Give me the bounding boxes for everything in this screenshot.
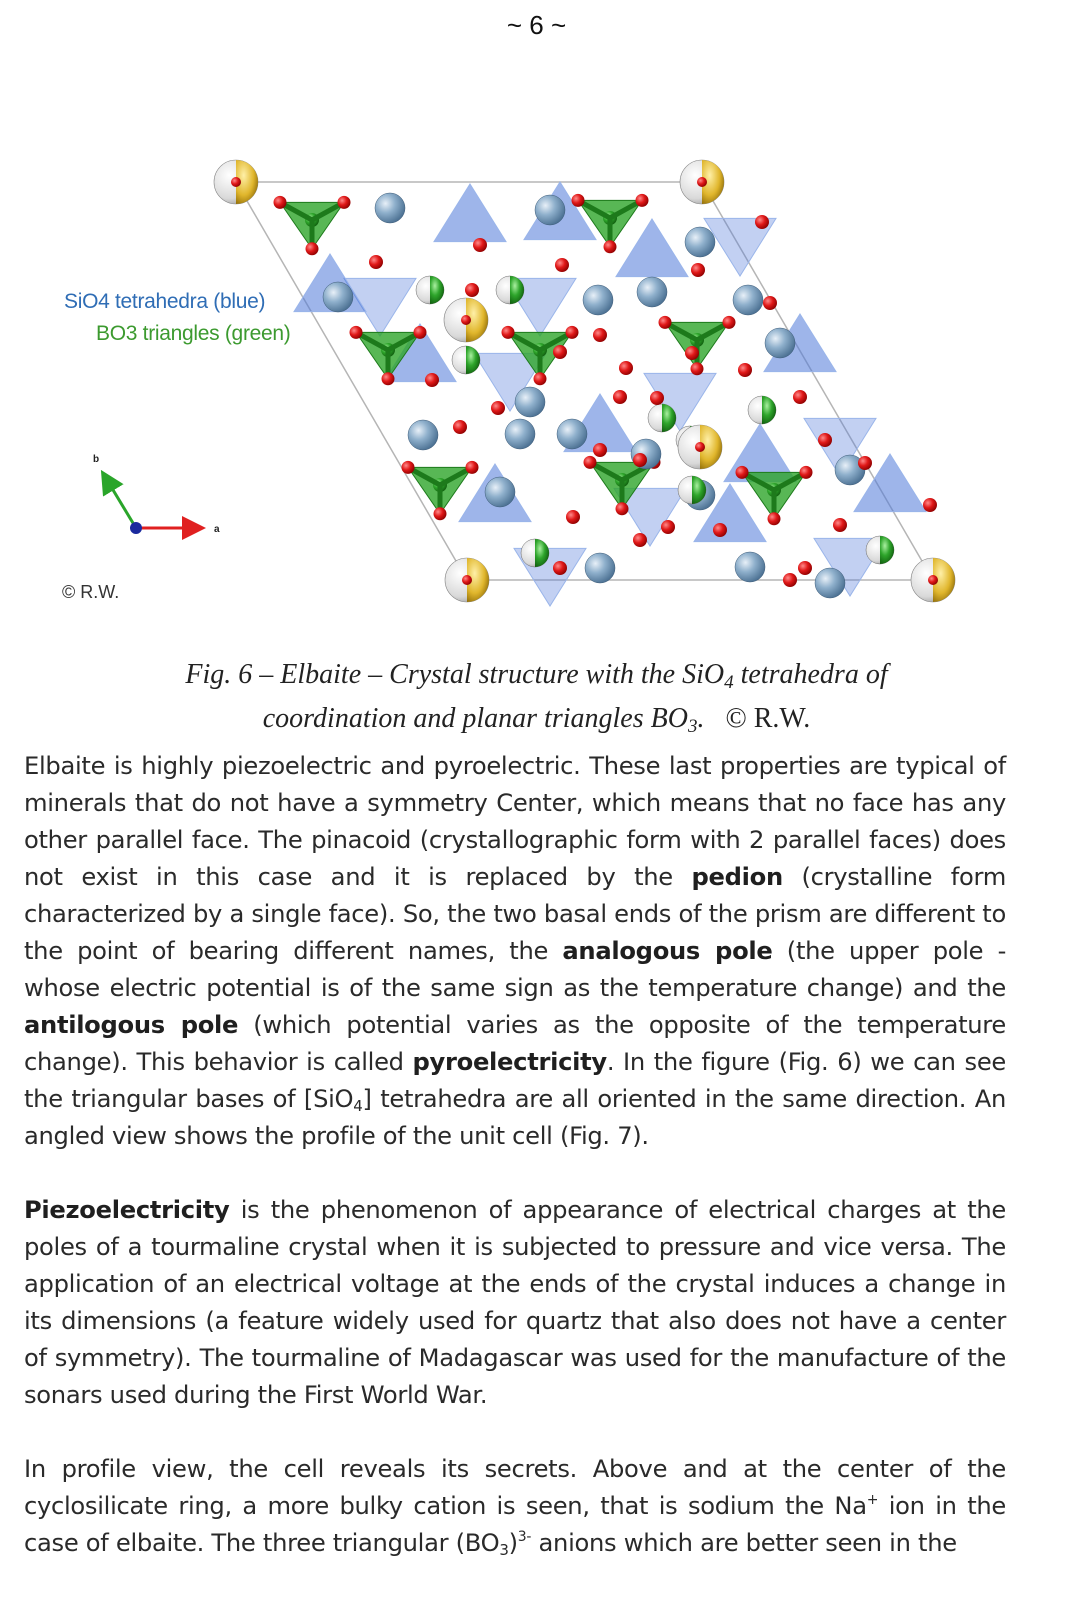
crystal-structure-figure: [40, 150, 1040, 650]
oxygen-atom: [465, 283, 479, 297]
paragraph-piezoelectricity: Piezoelectricity is the phenomenon of appearance of electrical charges at the poles of a tourmaline crystal when it is subjected to pressure and vice versa. The application of an electrical voltage at the ends of the crystal induces a change in its dimensions (a feature widely used for quartz that also does not have a center of symmetry). The tourmaline of Madagascar was used for the manufacture of the sonars used during the First World War.: [24, 1196, 1006, 1409]
term-analogous-pole: analogous pole: [562, 937, 773, 965]
oxygen-atom: [473, 238, 487, 252]
oxygen-atom: [697, 177, 707, 187]
oxygen-atom: [798, 561, 812, 575]
cation-atom: [733, 285, 763, 315]
cation-atom: [815, 568, 845, 598]
cation-atom: [375, 193, 405, 223]
cation-atom: [735, 552, 765, 582]
oxygen-atom: [534, 372, 547, 385]
cation-atom: [637, 277, 667, 307]
oxygen-atom: [763, 296, 777, 310]
sio4-tetrahedron: [434, 184, 506, 242]
cation-atom: [765, 328, 795, 358]
oxygen-atom: [768, 512, 781, 525]
axis-b-label: b: [93, 454, 100, 465]
oxygen-atom: [584, 456, 597, 469]
oxygen-atom: [572, 194, 585, 207]
mixed-cation-half: [762, 396, 776, 424]
oxygen-atom: [566, 510, 580, 524]
oxygen-atom: [593, 328, 607, 342]
axis-a-label: a: [214, 524, 220, 535]
oxygen-atom: [633, 453, 647, 467]
oxygen-atom: [691, 362, 704, 375]
oxygen-atom: [793, 390, 807, 404]
oxygen-atom: [382, 372, 395, 385]
oxygen-atom: [616, 502, 629, 515]
oxygen-atom: [502, 326, 515, 339]
paragraph-pyroelectricity: Elbaite is highly piezoelectric and pyroelectric. These last properties are typical of minerals that do not have a symmetry Center, which means that no face has any other parallel face. The pinacoid (crystallographic form with 2 parallel faces) does not exist in this case and it is replaced by the pedion (crystalline form characterized by a single face). So, the two basal ends of the prism are different to the point of bearing different names, the analogous pole (the upper pole - whose electric potential is of the same sign as the temperature change) and the antilogous pole (which potential varies as the opposite of the temperature change). This behavior is called pyroelectricity. In the figure (Fig. 6) we can see the triangular bases of [SiO$_4$] tetrahedra are all oriented in the same direction. An angled view shows the profile of the unit cell (Fig. 7).: [24, 752, 1006, 1150]
oxygen-atom: [691, 263, 705, 277]
oxygen-atom: [553, 561, 567, 575]
cation-atom: [585, 553, 615, 583]
cation-atom: [685, 227, 715, 257]
oxygen-atom: [231, 177, 241, 187]
oxygen-atom: [928, 575, 938, 585]
mixed-cation-half: [430, 276, 444, 304]
oxygen-atom: [818, 433, 832, 447]
figure-caption: [0, 657, 1073, 745]
term-pedion: pedion: [691, 863, 783, 891]
term-pyroelectricity: pyroelectricity: [412, 1048, 607, 1076]
oxygen-atom: [555, 258, 569, 272]
oxygen-atom: [736, 466, 749, 479]
cation-atom: [485, 477, 515, 507]
oxygen-atom: [306, 242, 319, 255]
crystal-structure-diagram: [40, 150, 1040, 650]
oxygen-atom: [593, 443, 607, 457]
oxygen-atom: [661, 520, 675, 534]
figure-copyright: © R.W.: [62, 582, 120, 602]
cation-atom: [323, 282, 353, 312]
mixed-cation-half: [466, 346, 480, 374]
legend-sio4: SiO4 tetrahedra (blue): [64, 290, 266, 313]
page-number: ~ 6 ~: [506, 10, 567, 40]
oxygen-atom: [350, 326, 363, 339]
oxygen-atom: [566, 326, 579, 339]
oxygen-atom: [636, 194, 649, 207]
term-piezoelectricity: Piezoelectricity: [24, 1196, 230, 1224]
oxygen-atom: [695, 442, 705, 452]
oxygen-atom: [923, 498, 937, 512]
oxygen-atom: [613, 390, 627, 404]
cation-atom: [408, 420, 438, 450]
cation-atom: [535, 195, 565, 225]
term-antilogous-pole: antilogous pole: [24, 1011, 239, 1039]
oxygen-atom: [425, 373, 439, 387]
oxygen-atom: [461, 315, 471, 325]
oxygen-atom: [619, 361, 633, 375]
axes-indicator: [93, 454, 220, 535]
oxygen-atom: [274, 196, 287, 209]
cation-atom: [505, 419, 535, 449]
caption-copyright: © R.W.: [725, 703, 811, 734]
paragraph-profile-view: In profile view, the cell reveals its secrets. Above and at the center of the cyclosilicate ring, a more bulky cation is seen, that is sodium the Na+ ion in the case of elbaite. The three triangular $(BO_3)^{3-}$ anions which are better seen in the: [24, 1455, 1006, 1559]
oxygen-atom: [858, 456, 872, 470]
caption-line-2: coordination and planar triangles $BO_3$. © R.W.: [262, 703, 811, 737]
oxygen-atom: [462, 575, 472, 585]
oxygen-atom: [685, 346, 699, 360]
oxygen-atom: [402, 461, 415, 474]
oxygen-atom: [369, 255, 383, 269]
oxygen-atom: [800, 466, 813, 479]
unit-cell-outline: [236, 182, 933, 580]
legend-bo3: BO3 triangles (green): [96, 322, 291, 345]
oxygen-atom: [738, 363, 752, 377]
oxygen-atom: [491, 401, 505, 415]
oxygen-atom: [553, 345, 567, 359]
oxygen-atom: [633, 533, 647, 547]
oxygen-atom: [604, 240, 617, 253]
oxygen-atom: [659, 316, 672, 329]
oxygen-atom: [723, 316, 736, 329]
oxygen-atom: [453, 420, 467, 434]
cation-atom: [557, 419, 587, 449]
oxygen-atom: [713, 523, 727, 537]
cation-atom: [515, 387, 545, 417]
oxygen-atom: [338, 196, 351, 209]
oxygen-atom: [414, 326, 427, 339]
cation-atom: [583, 285, 613, 315]
sio4-tetrahedron: [616, 219, 688, 277]
oxygen-atom: [833, 518, 847, 532]
oxygen-atom: [434, 507, 447, 520]
caption-line-1: Fig. 6 – Elbaite – Crystal structure with the SiO$_4$ tetrahedra of: [185, 659, 888, 693]
oxygen-atom: [466, 461, 479, 474]
oxygen-atom: [755, 215, 769, 229]
oxygen-atom: [783, 573, 797, 587]
mixed-cation-half: [880, 536, 894, 564]
oxygen-atom: [650, 391, 664, 405]
